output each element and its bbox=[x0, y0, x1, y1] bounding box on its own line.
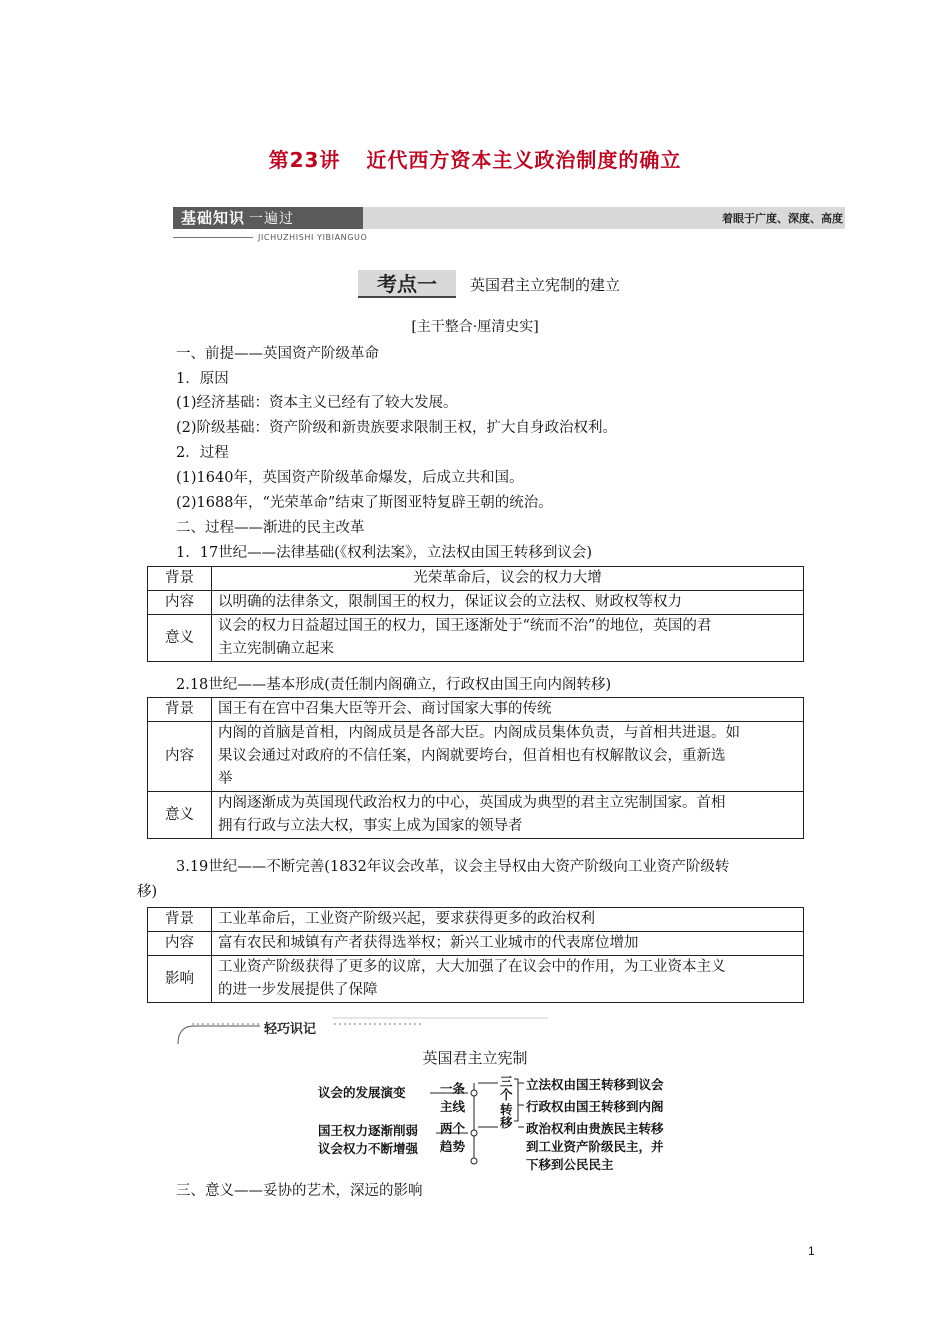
diagram-r2: 行政权由国王转移到内阁 bbox=[526, 1099, 664, 1114]
s1-p2b: (2)1688年，“光荣革命”结束了斯图亚特复辟王朝的统治。 bbox=[176, 495, 553, 511]
s1-p1a: (1)经济基础：资本主义已经有了较大发展。 bbox=[176, 395, 458, 411]
diagram-left2a: 国王权力逐渐削弱 bbox=[318, 1123, 419, 1138]
diagram-mid2a: 两个 bbox=[440, 1121, 466, 1136]
diagram-r1: 立法权由国王转移到议会 bbox=[526, 1077, 664, 1092]
table-row: 内容 以明确的法律条文，限制国王的权力，保证议会的立法权、财政权等权力 bbox=[148, 591, 804, 615]
s1-p2a: (1)1640年，英国资产阶级革命爆发，后成立共和国。 bbox=[176, 470, 524, 486]
table-19th-century bbox=[147, 907, 804, 1003]
kaodian-title: 英国君主立宪制的建立 bbox=[470, 275, 621, 294]
diagram-mid1a: 一条 bbox=[440, 1081, 466, 1096]
table-row: 背景 光荣革命后，议会的权力大增 bbox=[148, 567, 804, 591]
diagram-left2b: 议会权力不断增强 bbox=[318, 1141, 419, 1156]
s2-c3b: 移) bbox=[137, 884, 158, 900]
diagram-mid2b: 趋势 bbox=[440, 1139, 466, 1154]
table-row: 意义 内阁逐渐成为英国现代政治权力的中心，英国成为典型的君主立宪制国家。首相 拥有行政与立法大权，事实上成为国家的领导者 bbox=[148, 792, 804, 839]
tip-label: 轻巧识记 bbox=[264, 1022, 317, 1037]
diagram-r3b: 到工业资产阶级民主，并 bbox=[526, 1139, 664, 1154]
banner-slogan: 着眼于广度、深度、高度 bbox=[722, 212, 843, 225]
diagram-title: 英国君主立宪制 bbox=[422, 1049, 528, 1067]
s1-p2: 2．过程 bbox=[176, 445, 229, 461]
table-row: 内容 富有农民和城镇有产者获得选举权；新兴工业城市的代表席位增加 bbox=[148, 932, 804, 956]
kaodian-label: 考点一 bbox=[358, 270, 456, 298]
section-banner bbox=[173, 207, 845, 242]
table-row: 影响 工业资产阶级获得了更多的议席，大大加强了在议会中的作用，为工业资本主义 的进一步发展提供了保障 bbox=[148, 956, 804, 1003]
table-row: 内容 内阁的首脑是首相，内阁成员是各部大臣。内阁成员集体负责，与首相共进退。如 果议会通过对政府的不信任案，内阁就要垮台，但首相也有权解散议会，重新选 举 bbox=[148, 722, 804, 792]
s1-heading: 一、前提——英国资产阶级革命 bbox=[176, 346, 379, 362]
diagram-mid1b: 主线 bbox=[440, 1099, 466, 1114]
page-number: 1 bbox=[808, 1244, 815, 1258]
s2-heading: 二、过程——渐进的民主改革 bbox=[176, 520, 365, 536]
table-row: 背景 国王有在宫中召集大臣等开会、商讨国家大事的传统 bbox=[148, 698, 804, 722]
table-17th-century bbox=[147, 566, 804, 662]
s1-p1b: (2)阶级基础：资产阶级和新贵族要求限制王权，扩大自身政治权利。 bbox=[176, 420, 618, 436]
banner-pinyin: JICHUZHISHI YIBIANGUO bbox=[258, 233, 368, 242]
diagram-vert1: 三个 bbox=[500, 1074, 513, 1102]
table-18th-century bbox=[147, 697, 804, 839]
sub-heading: [主干整合·厘清史实] bbox=[411, 319, 539, 335]
page-title bbox=[0, 144, 950, 173]
s3-heading: 三、意义——妥协的艺术，深远的影响 bbox=[176, 1183, 423, 1199]
s1-p1: 1．原因 bbox=[176, 371, 229, 387]
tip-curve-decoration bbox=[172, 1014, 548, 1044]
kaodian-header bbox=[358, 270, 620, 300]
s2-c3a: 3.19世纪——不断完善(1832年议会改革，议会主导权由大资产阶级向工业资产阶级转 bbox=[176, 859, 730, 875]
diagram-left1: 议会的发展演变 bbox=[318, 1085, 406, 1100]
banner-tag: 基础知识 一遍过 bbox=[173, 207, 363, 229]
concept-diagram bbox=[318, 1075, 678, 1175]
title-text: 近代西方资本主义政治制度的确立 bbox=[366, 148, 682, 172]
title-lecture: 第23讲 bbox=[268, 148, 341, 172]
table-row: 背景 工业革命后，工业资产阶级兴起，要求获得更多的政治权利 bbox=[148, 908, 804, 932]
table-row: 意义 议会的权力日益超过国王的权力，国王逐渐处于“统而不治”的地位，英国的君 主立宪制确立起来 bbox=[148, 615, 804, 662]
s2-c1: 1．17世纪——法律基础(《权利法案》，立法权由国王转移到议会) bbox=[176, 545, 592, 561]
diagram-r3c: 下移到公民民主 bbox=[526, 1157, 614, 1172]
diagram-vert2: 转移 bbox=[500, 1102, 513, 1130]
diagram-r3a: 政治权利由贵族民主转移 bbox=[526, 1121, 664, 1136]
memory-tip-header bbox=[172, 1014, 548, 1044]
s2-c2: 2.18世纪——基本形成(责任制内阁确立，行政权由国王向内阁转移) bbox=[176, 677, 612, 693]
